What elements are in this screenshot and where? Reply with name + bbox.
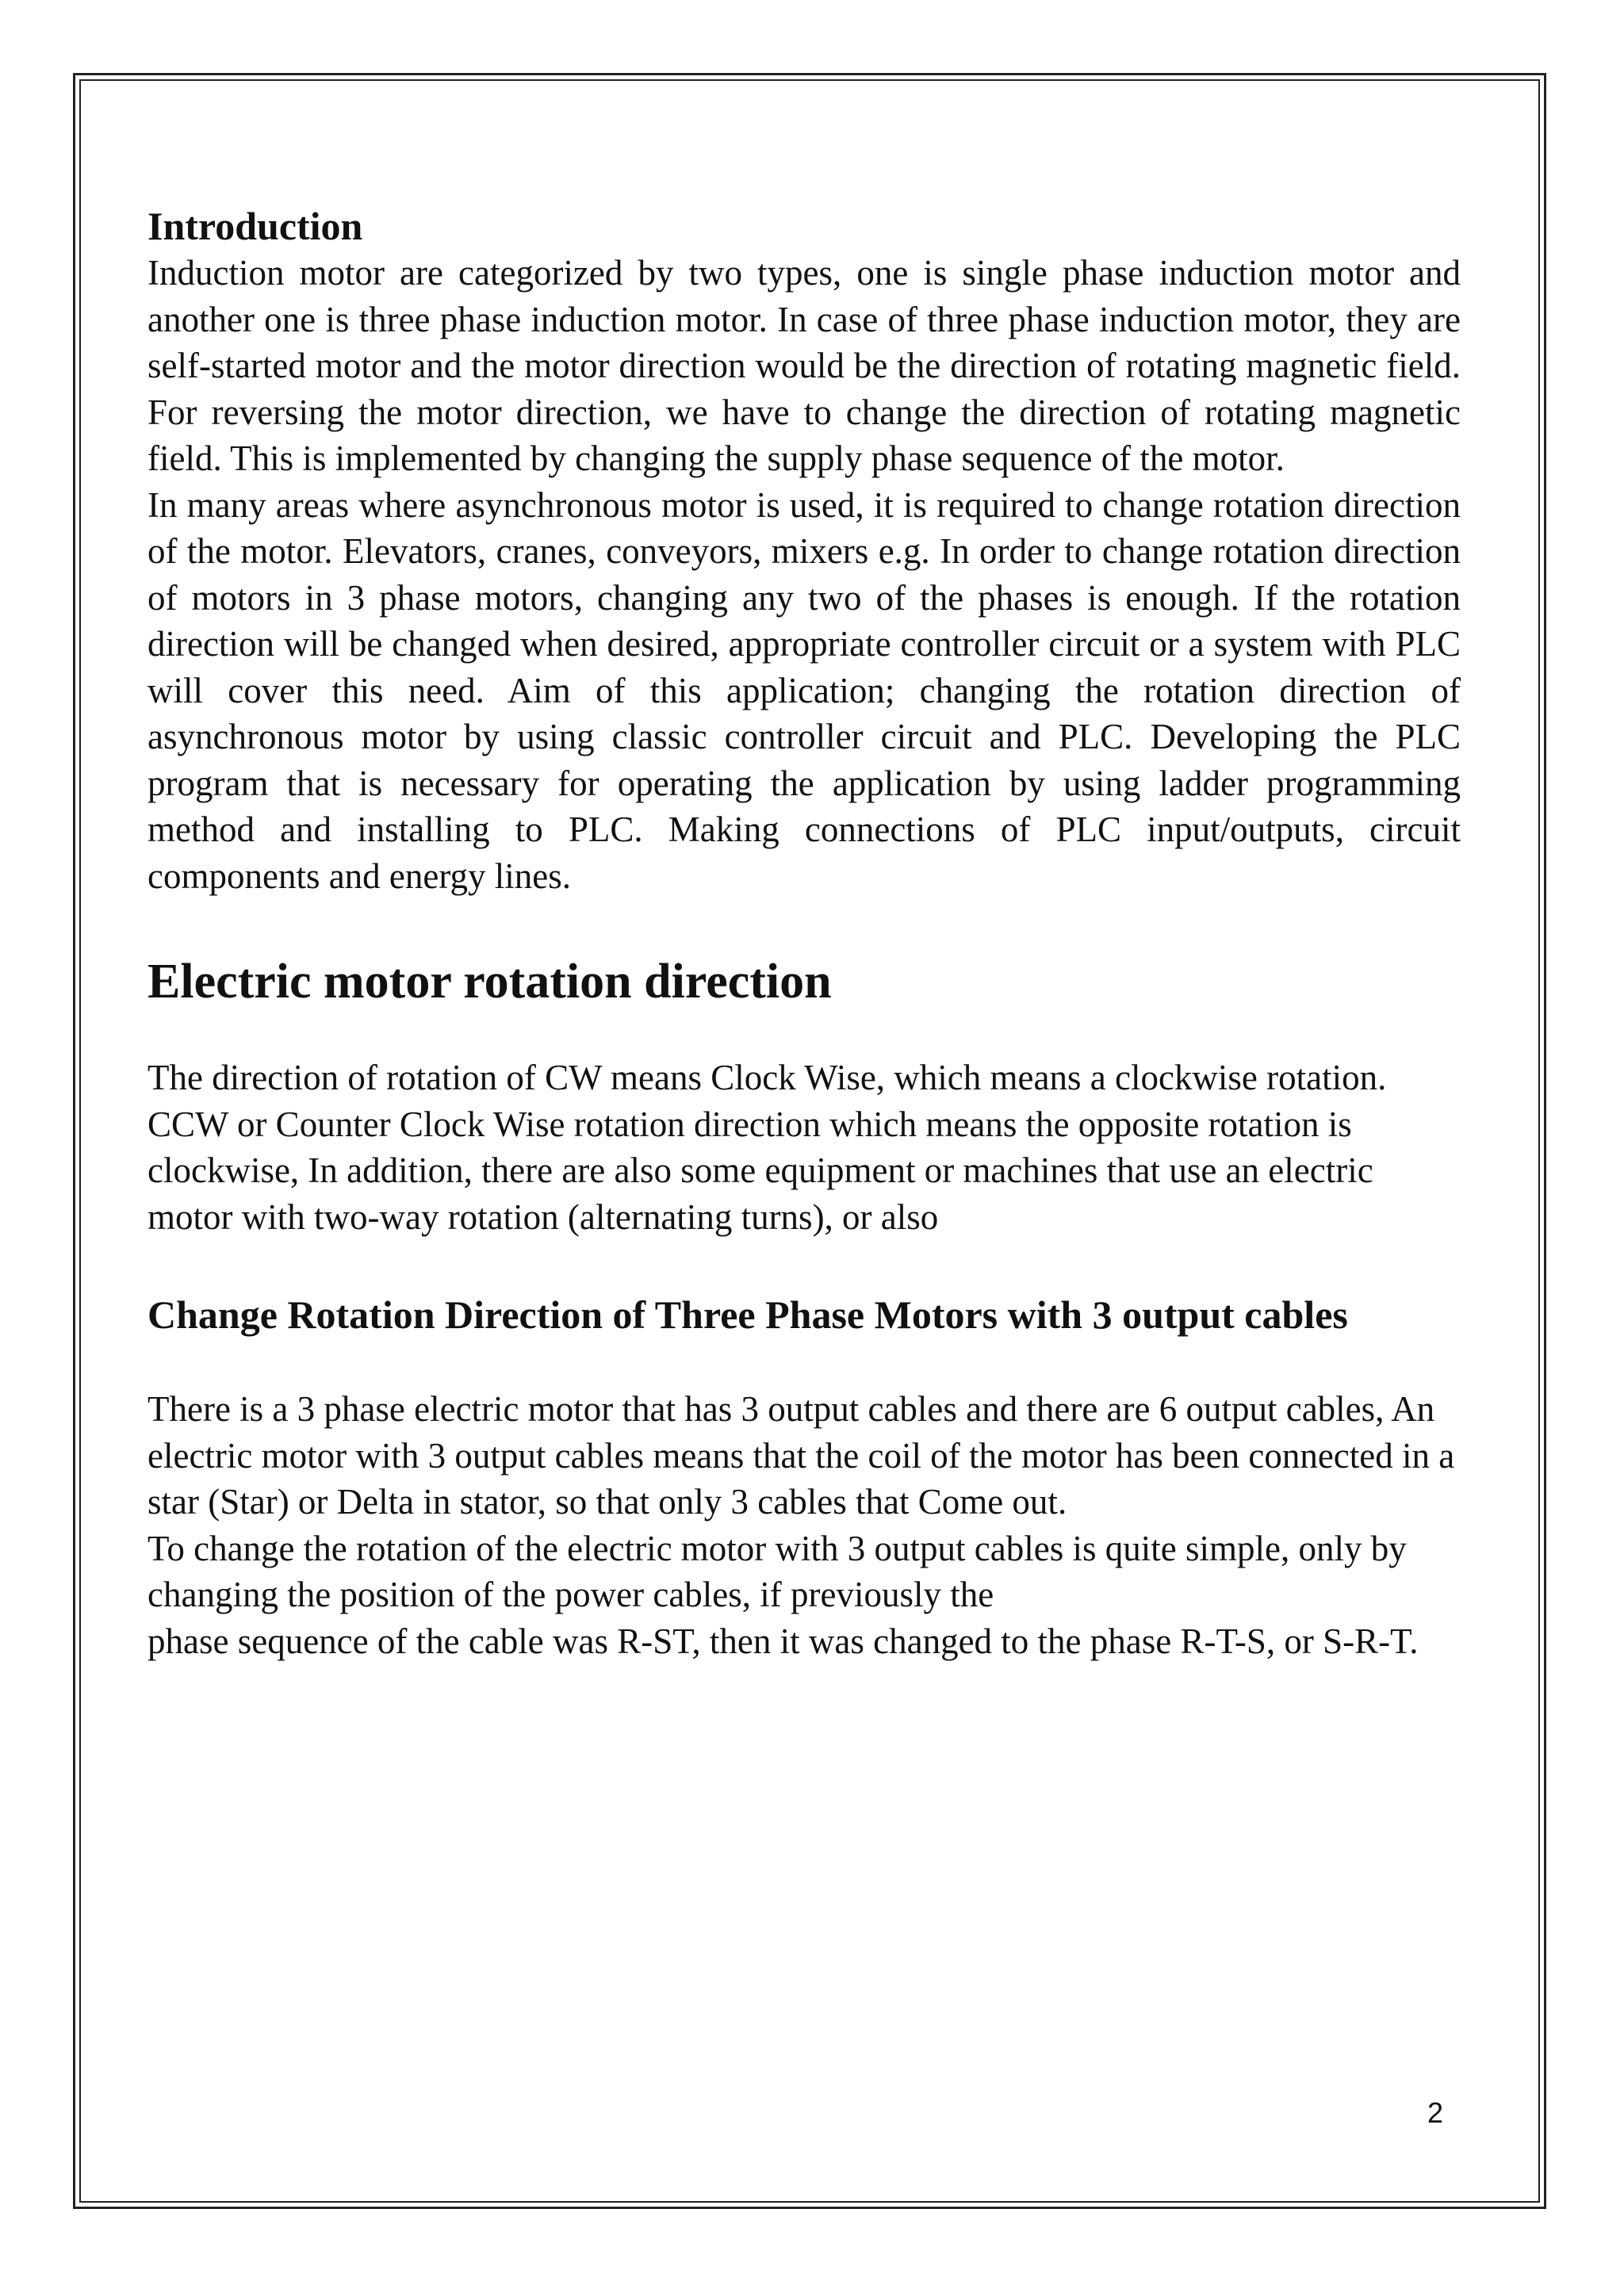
introduction-heading: Introduction	[147, 204, 363, 248]
change-rotation-paragraph-2-line-2: phase sequence of the cable was R-ST, then it was changed to the phase R-T-S, or S-R-T.	[147, 1621, 1419, 1661]
page-number: 2	[1427, 2096, 1443, 2129]
introduction-paragraph-1: Induction motor are categorized by two types, one is single phase induction motor and another one is three phase induction motor. In case of three phase induction motor, they are self-started motor and the motor direction would be the direction of rotating magnetic field. For reversing the motor direction, we have to change the direction of rotating magnetic field. This is implemented by changing the supply phase sequence of the motor.	[147, 253, 1461, 478]
change-rotation-paragraph-1: There is a 3 phase electric motor that has 3 output cables and there are 6 output cables, An electric motor with 3 output cables means that the coil of the motor has been connected in a star (Star) or Delta in stator, so that only 3 cables that Come out.	[147, 1389, 1455, 1522]
change-rotation-heading: Change Rotation Direction of Three Phase Motors with 3 output cables	[147, 1292, 1348, 1337]
rotation-direction-paragraph-2: CCW or Counter Clock Wise rotation direction which means the opposite rotation is clockwise, In addition, there are also some equipment or machines that use an electric motor with two-way rotation (alternating turns), or also	[147, 1104, 1373, 1237]
change-rotation-paragraph-2	[147, 1526, 1461, 1665]
introduction-paragraph-2: In many areas where asynchronous motor is used, it is required to change rotation direction of the motor. Elevators, cranes, conveyors, mixers e.g. In order to change rotation direction of motors in 3 phase motors, changing any two of the phases is enough. If the rotation direction will be changed when desired, appropriate controller circuit or a system with PLC will cover this need. Aim of this application; changing the rotation direction of asynchronous motor by using classic controller circuit and PLC. Developing the PLC program that is necessary for operating the application by using ladder programming method and installing to PLC. Making connections of PLC input/outputs, circuit components and energy lines.	[147, 484, 1461, 896]
rotation-direction-paragraph-1: The direction of rotation of CW means Clock Wise, which means a clockwise rotation.	[147, 1058, 1387, 1097]
rotation-direction-heading: Electric motor rotation direction	[147, 955, 832, 1009]
page-content	[147, 202, 1461, 1664]
change-rotation-paragraph-2-line-1: To change the rotation of the electric motor with 3 output cables is quite simple, only by changing the position of the power cables, if previously the	[147, 1528, 1407, 1614]
